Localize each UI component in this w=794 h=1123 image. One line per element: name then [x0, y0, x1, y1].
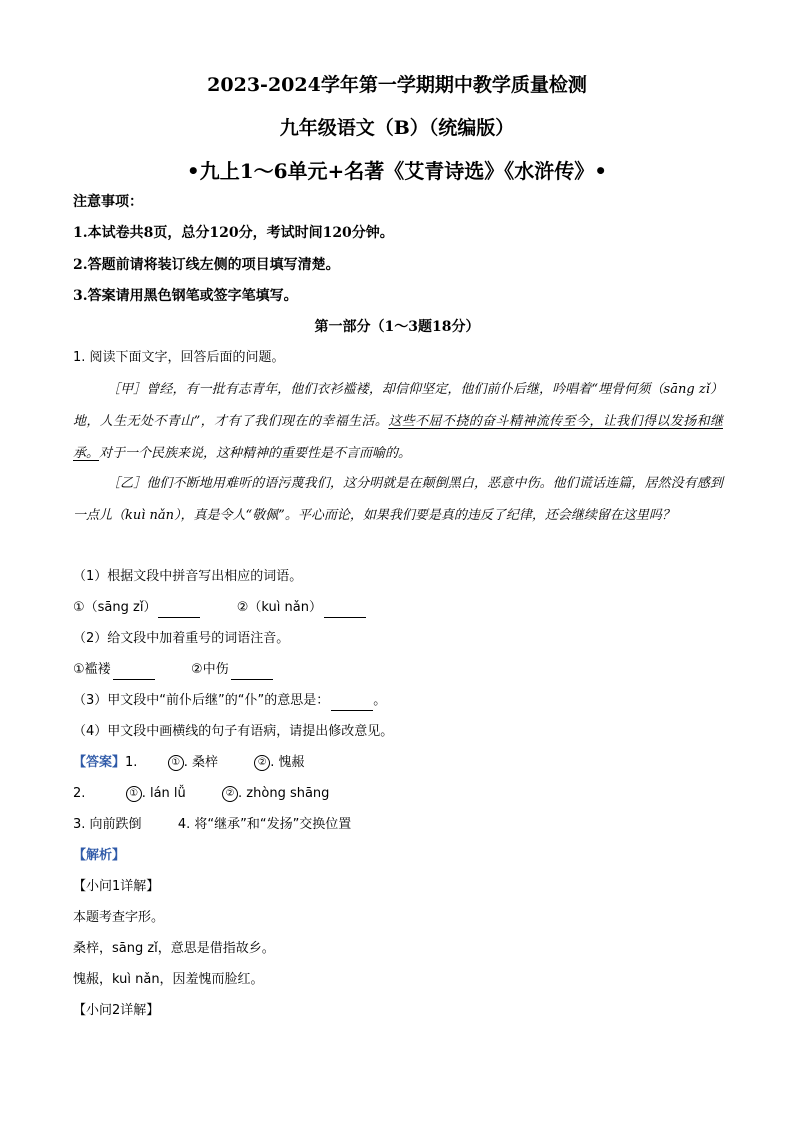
analysis-q1-line: 桑梓，sāng zǐ，意思是借指故乡。: [73, 941, 275, 956]
analysis-q1-line: 本题考查字形。: [73, 910, 165, 925]
analysis-q1-heading: 【小问1详解】: [73, 879, 160, 894]
answer-3: 3. 向前跌倒: [73, 817, 142, 832]
notice-heading: 注意事项：: [73, 194, 143, 210]
answer-blank[interactable]: [113, 665, 155, 680]
answer-value: . lán lǚ: [141, 786, 186, 801]
passage-a-underlined: 这些不屈不挠的奋斗精神流传至今，让我们得以发扬和继承。: [73, 414, 723, 461]
section-title: 第一部分（1～3题18分）: [314, 319, 480, 335]
sub-question-1: （1）根据文段中拼音写出相应的词语。: [73, 569, 303, 584]
answer-4: 4. 将“继承”和“发扬”交换位置: [177, 817, 352, 832]
answer-row-1: [73, 753, 305, 773]
answer-value: . 愧赧: [270, 755, 305, 770]
sub-question-3-end: 。: [373, 693, 387, 708]
sub-question-1-blanks: [73, 598, 366, 618]
answer-number: 2.: [73, 786, 86, 801]
question-prompt: 1. 阅读下面文字，回答后面的问题。: [73, 350, 285, 365]
sub-question-2-blanks: [73, 660, 273, 680]
passage-b-text: ［乙］他们不断地用难听的语污蔑我们，这分明就是在颠倒黑白，恶意中伤。他们谎话连篇，居然没有感到一点儿（kuì nǎn），真是令人“敬佩”。平心而论，如果我们要是真的违反了纪律，还会继续留在这里吗？: [73, 476, 723, 523]
passage-a: [73, 374, 723, 470]
sub-question-2: （2）给文段中加着重号的词语注音。: [73, 631, 290, 646]
notice-item-3: 3.答案请用黑色钢笔或签字笔填写。: [73, 288, 298, 304]
circle-number-2: ②: [254, 755, 270, 771]
notice-item-2: 2.答题前请将装订线左侧的项目填写清楚。: [73, 257, 340, 273]
blank-label-a: ①（sāng zǐ）: [73, 600, 157, 615]
passage-b: [73, 468, 723, 532]
circle-number-1: ①: [126, 786, 142, 802]
notice-item-1: 1.本试卷共8页，总分120分，考试时间120分钟。: [73, 225, 394, 241]
circle-number-2: ②: [222, 786, 238, 802]
analysis-q2-heading: 【小问2详解】: [73, 1003, 160, 1018]
answer-value: . 桑梓: [183, 755, 218, 770]
exam-scope: •九上1～6单元+名著《艾青诗选》《水浒传》•: [186, 159, 608, 183]
answer-blank[interactable]: [324, 603, 366, 618]
answer-blank[interactable]: [331, 696, 373, 711]
answer-blank[interactable]: [158, 603, 200, 618]
answer-number: 1.: [125, 755, 138, 770]
sub-question-3: [73, 691, 386, 711]
answer-row-2: [73, 784, 329, 804]
blank-label-a: ①褴褛: [73, 662, 111, 677]
passage-a-text-end: 对于一个民族来说，这种精神的重要性是不言而喻的。: [99, 446, 412, 461]
analysis-label: 【解析】: [73, 848, 126, 863]
answer-blank[interactable]: [231, 665, 273, 680]
exam-title: 2023-2024学年第一学期期中教学质量检测: [207, 74, 587, 96]
sub-question-3-text: （3）甲文段中“前仆后继”的“仆”的意思是：: [73, 693, 330, 708]
circle-number-1: ①: [168, 755, 184, 771]
sub-question-4: （4）甲文段中画横线的句子有语病，请提出修改意见。: [73, 724, 394, 739]
blank-label-b: ②（kuì nǎn）: [236, 600, 322, 615]
passage-a-text: ［甲］曾经，有一批有志青年，他们衣衫褴褛，却信仰坚定，他们前仆后继，吟唱着“埋骨何须（sāng zǐ）地，人生无处不青山”，才有了我们现在的幸福生活。: [73, 382, 723, 429]
answer-label: 【答案】: [73, 755, 126, 770]
answer-value: . zhòng shāng: [238, 786, 330, 801]
analysis-q1-line: 愧赧，kuì nǎn，因羞愧而脸红。: [73, 972, 264, 987]
exam-subtitle: 九年级语文（B）（统编版）: [279, 117, 515, 139]
blank-label-b: ②中伤: [190, 662, 229, 677]
answer-row-3: [73, 815, 351, 835]
